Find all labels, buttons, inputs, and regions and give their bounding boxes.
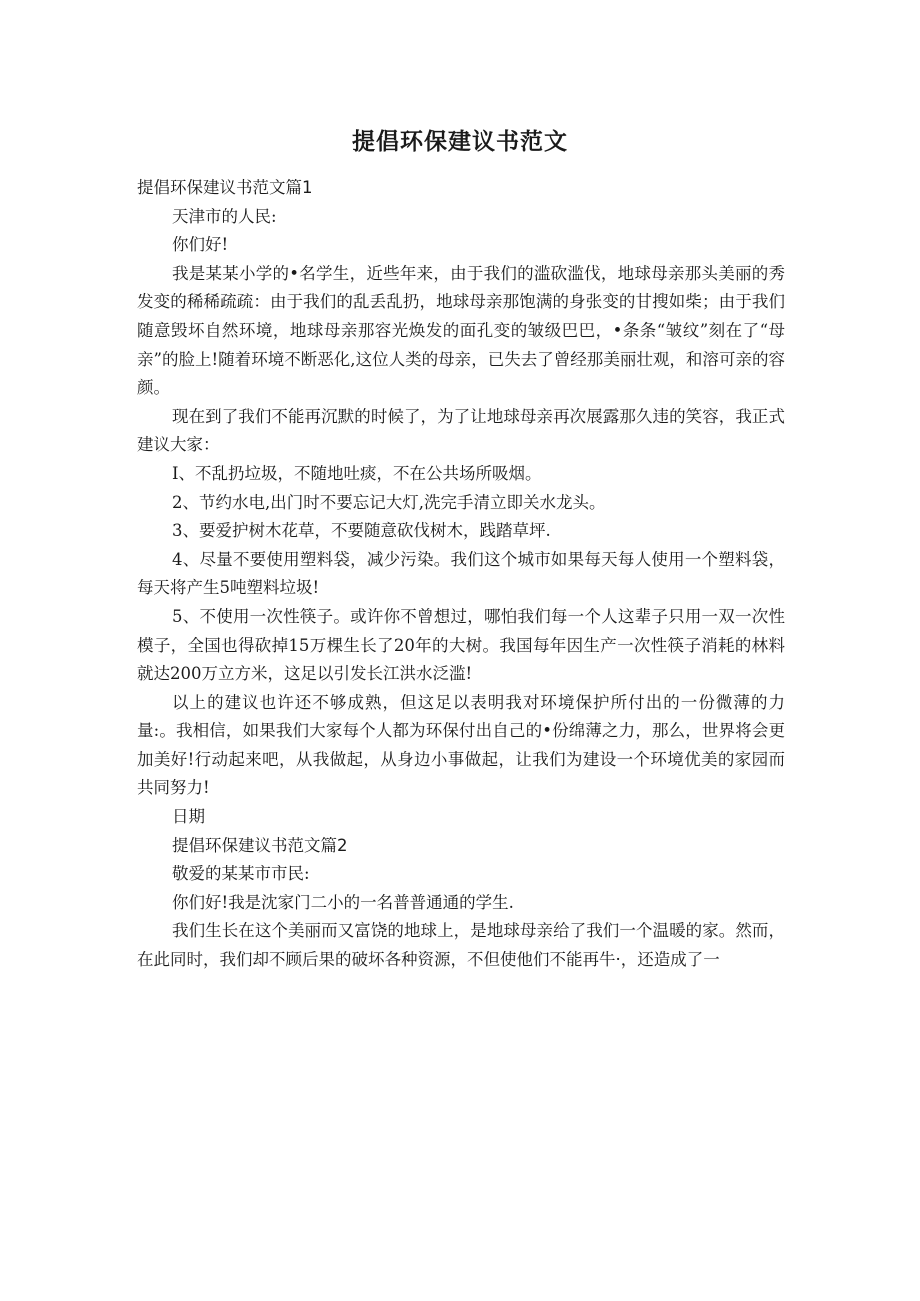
salutation: 敬爱的某某市市民: — [172, 864, 310, 884]
salutation: 天津市的人民: — [172, 206, 277, 226]
document-title: 提倡环保建议书范文 — [352, 129, 568, 155]
greeting: 你们好!我是沈家门二小的一名普普通通的学生. — [172, 892, 514, 912]
body-paragraph: 以上的建议也许还不够成熟，但这足以表明我对环境保护所付出的一份微薄的力量:。我相信，如果我们大家每个人都为环保付出自己的•份绵薄之力，那么，世界将会更加美好!行动起来吧，从我做起，从身边小事做起，让我们为建设一个环境优美的家园而共同努力! — [137, 692, 785, 798]
list-item: I、不乱扔垃圾，不随地吐痰，不在公共场所吸烟。 — [172, 463, 542, 483]
body-paragraph: 我们生长在这个美丽而又富饶的地球上，是地球母亲给了我们一个温暖的家。然而，在此同时，我们却不顾后果的破坏各种资源，不但使他们不能再牛·，还造成了一 — [137, 921, 785, 970]
body-paragraph: 我是某某小学的•名学生，近些年来，由于我们的滥砍滥伐，地球母亲那头美丽的秀发变的稀稀疏疏：由于我们的乱丢乱扔，地球母亲那饱满的身张变的甘搜如柴；由于我们随意毁坏自然环境，地球母亲那容光焕发的面孔变的皱级巴巴，•条条“皱纹”刻在了“母亲”的脸上!随着环境不断恶化,这位人类的母亲，已失去了曾经那美丽壮观，和溶可亲的容颜。 — [137, 263, 785, 398]
section-heading-1: 提倡环保建议书范文篇1 — [137, 178, 313, 197]
body-paragraph: 现在到了我们不能再沉默的时候了，为了让地球母亲再次展露那久违的笑容，我正式建议大家： — [137, 406, 785, 455]
date-line: 日期 — [172, 807, 205, 827]
list-item: 5、不使用一次性筷子。或许你不曾想过，哪怕我们每一个人这辈子只用一双一次性模子，全国也得砍掉15万棵生长了20年的大树。我国每年因生产一次性筷子消耗的林料就达200万立方米，这足以引发长江洪水泛滥! — [137, 606, 785, 684]
section-heading-2: 提倡环保建议书范文篇2 — [172, 835, 348, 855]
list-item: 3、要爱护树木花草，不要随意砍伐树木，践踏草坪. — [172, 521, 551, 541]
greeting: 你们好! — [172, 235, 229, 255]
list-item: 4、尽量不要使用塑料袋，减少污染。我们这个城市如果每天每人使用一个塑料袋，每天将产生5吨塑料垃圾! — [137, 549, 785, 598]
document-body — [137, 174, 785, 975]
list-item: 2、节约水电,出门时不要忘记大灯,洗完手清立即关水龙头。 — [172, 492, 606, 512]
